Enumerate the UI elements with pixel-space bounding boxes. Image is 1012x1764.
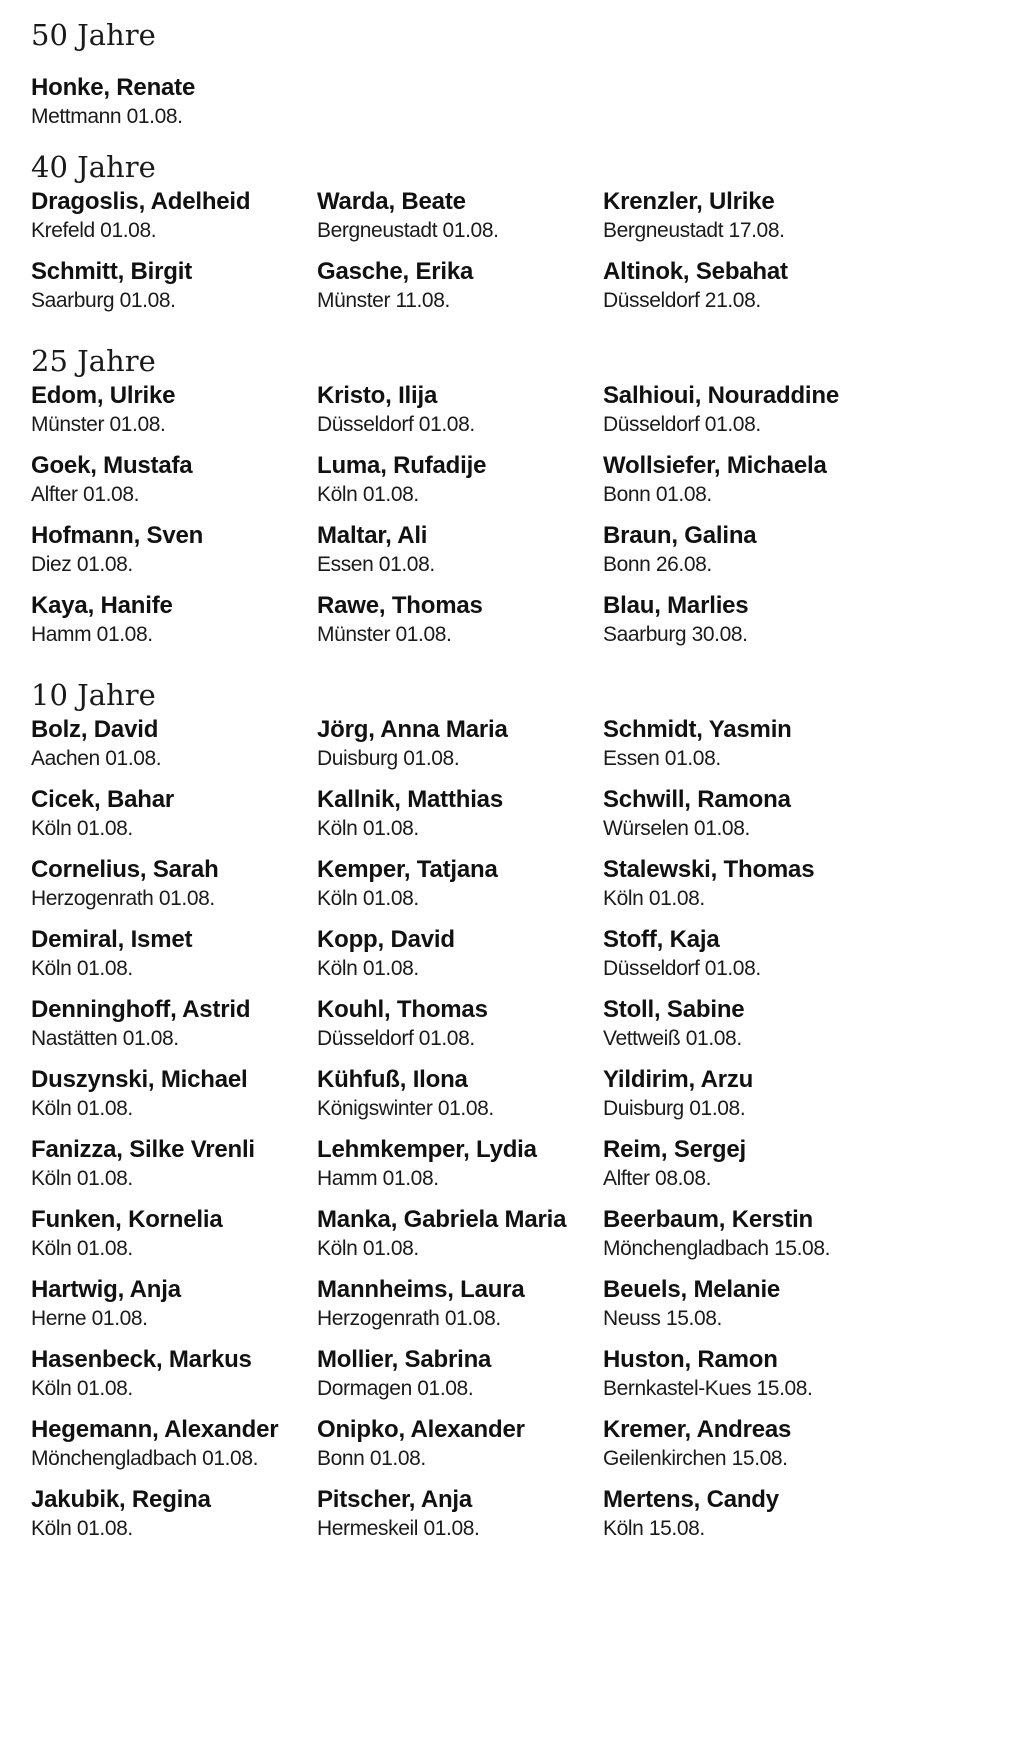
person-name: Stalewski, Thomas xyxy=(603,856,815,883)
list-item xyxy=(31,785,341,843)
list-item xyxy=(603,855,913,913)
person-name: Gasche, Erika xyxy=(317,258,474,285)
list-item xyxy=(317,1345,627,1403)
list-item xyxy=(31,715,341,773)
location-date: Duisburg 01.08. xyxy=(317,747,460,770)
person-name: Kühfuß, Ilona xyxy=(317,1066,468,1093)
list-item xyxy=(317,591,627,649)
list-item xyxy=(31,381,341,439)
list-item xyxy=(317,715,627,773)
list-item xyxy=(317,187,627,245)
list-item xyxy=(317,925,627,983)
list-item xyxy=(31,257,341,315)
location-date: Düsseldorf 01.08. xyxy=(603,413,761,436)
location-date: Münster 01.08. xyxy=(317,623,452,646)
location-date: Mönchengladbach 01.08. xyxy=(31,1447,259,1470)
person-name: Mertens, Candy xyxy=(603,1486,779,1513)
person-name: Wollsiefer, Michaela xyxy=(603,452,827,479)
person-name: Edom, Ulrike xyxy=(31,382,176,409)
location-date: Düsseldorf 01.08. xyxy=(317,413,475,436)
location-date: Neuss 15.08. xyxy=(603,1307,722,1330)
section-heading: 40 Jahre xyxy=(31,150,156,184)
location-date: Dormagen 01.08. xyxy=(317,1377,474,1400)
anniversary-list xyxy=(31,0,991,1764)
location-date: Hamm 01.08. xyxy=(31,623,153,646)
person-name: Dragoslis, Adelheid xyxy=(31,188,251,215)
location-date: Köln 01.08. xyxy=(31,1377,133,1400)
location-date: Herne 01.08. xyxy=(31,1307,148,1330)
list-item xyxy=(317,1065,627,1123)
list-item xyxy=(317,451,627,509)
section-heading: 50 Jahre xyxy=(31,18,156,52)
person-name: Hartwig, Anja xyxy=(31,1276,181,1303)
person-name: Beuels, Melanie xyxy=(603,1276,781,1303)
list-item xyxy=(603,995,913,1053)
person-name: Jakubik, Regina xyxy=(31,1486,211,1513)
person-name: Schwill, Ramona xyxy=(603,786,791,813)
location-date: Köln 01.08. xyxy=(31,817,133,840)
person-name: Hegemann, Alexander xyxy=(31,1416,279,1443)
person-name: Kaya, Hanife xyxy=(31,592,173,619)
list-item xyxy=(603,1415,913,1473)
location-date: Herzogenrath 01.08. xyxy=(31,887,215,910)
location-date: Münster 11.08. xyxy=(317,289,450,312)
person-name: Duszynski, Michael xyxy=(31,1066,248,1093)
person-name: Manka, Gabriela Maria xyxy=(317,1206,567,1233)
location-date: Köln 01.08. xyxy=(317,957,419,980)
location-date: Bergneustadt 01.08. xyxy=(317,219,499,242)
location-date: Köln 01.08. xyxy=(317,483,419,506)
person-name: Schmidt, Yasmin xyxy=(603,716,792,743)
list-item xyxy=(317,381,627,439)
person-name: Hasenbeck, Markus xyxy=(31,1346,252,1373)
list-item xyxy=(603,785,913,843)
list-item xyxy=(31,521,341,579)
location-date: Vettweiß 01.08. xyxy=(603,1027,742,1050)
list-item xyxy=(317,257,627,315)
location-date: Münster 01.08. xyxy=(31,413,166,436)
list-item xyxy=(603,1205,913,1263)
list-item xyxy=(603,257,913,315)
list-item xyxy=(603,715,913,773)
list-item xyxy=(31,1345,341,1403)
person-name: Maltar, Ali xyxy=(317,522,428,549)
list-item xyxy=(31,1205,341,1263)
person-name: Funken, Kornelia xyxy=(31,1206,223,1233)
location-date: Königswinter 01.08. xyxy=(317,1097,494,1120)
person-name: Kouhl, Thomas xyxy=(317,996,488,1023)
list-item xyxy=(603,381,913,439)
person-name: Salhioui, Nouraddine xyxy=(603,382,840,409)
location-date: Köln 01.08. xyxy=(317,817,419,840)
location-date: Nastätten 01.08. xyxy=(31,1027,179,1050)
list-item xyxy=(603,521,913,579)
person-name: Hofmann, Sven xyxy=(31,522,204,549)
person-name: Goek, Mustafa xyxy=(31,452,193,479)
person-name: Reim, Sergej xyxy=(603,1136,746,1163)
section-heading: 10 Jahre xyxy=(31,678,156,712)
list-item xyxy=(317,1275,627,1333)
location-date: Diez 01.08. xyxy=(31,553,133,576)
location-date: Saarburg 30.08. xyxy=(603,623,748,646)
location-date: Köln 01.08. xyxy=(31,1237,133,1260)
location-date: Mettmann 01.08. xyxy=(31,105,183,128)
person-name: Denninghoff, Astrid xyxy=(31,996,251,1023)
list-item xyxy=(31,187,341,245)
list-item xyxy=(603,187,913,245)
location-date: Bonn 26.08. xyxy=(603,553,712,576)
person-name: Luma, Rufadije xyxy=(317,452,487,479)
list-item xyxy=(31,995,341,1053)
person-name: Cicek, Bahar xyxy=(31,786,175,813)
location-date: Düsseldorf 01.08. xyxy=(603,957,761,980)
person-name: Blau, Marlies xyxy=(603,592,749,619)
location-date: Bonn 01.08. xyxy=(317,1447,426,1470)
person-name: Krenzler, Ulrike xyxy=(603,188,775,215)
person-name: Kristo, Ilija xyxy=(317,382,438,409)
person-name: Schmitt, Birgit xyxy=(31,258,193,285)
location-date: Alfter 01.08. xyxy=(31,483,140,506)
list-item xyxy=(31,591,341,649)
person-name: Jörg, Anna Maria xyxy=(317,716,508,743)
list-item xyxy=(603,1275,913,1333)
list-item xyxy=(31,1135,341,1193)
location-date: Essen 01.08. xyxy=(317,553,435,576)
location-date: Köln 01.08. xyxy=(31,1517,133,1540)
location-date: Köln 01.08. xyxy=(31,1097,133,1120)
list-item xyxy=(317,521,627,579)
location-date: Essen 01.08. xyxy=(603,747,721,770)
location-date: Hermeskeil 01.08. xyxy=(317,1517,480,1540)
person-name: Kopp, David xyxy=(317,926,455,953)
location-date: Alfter 08.08. xyxy=(603,1167,712,1190)
person-name: Mollier, Sabrina xyxy=(317,1346,492,1373)
location-date: Mönchengladbach 15.08. xyxy=(603,1237,831,1260)
list-item xyxy=(603,1065,913,1123)
location-date: Bergneustadt 17.08. xyxy=(603,219,785,242)
list-item xyxy=(317,855,627,913)
section-heading: 25 Jahre xyxy=(31,344,156,378)
list-item xyxy=(603,925,913,983)
list-item xyxy=(317,785,627,843)
list-item xyxy=(603,1485,913,1543)
location-date: Düsseldorf 21.08. xyxy=(603,289,761,312)
person-name: Bolz, David xyxy=(31,716,159,743)
list-item xyxy=(603,1135,913,1193)
person-name: Mannheims, Laura xyxy=(317,1276,525,1303)
list-item xyxy=(317,1135,627,1193)
location-date: Köln 01.08. xyxy=(603,887,705,910)
list-item xyxy=(31,451,341,509)
list-item xyxy=(31,1275,341,1333)
list-item xyxy=(317,1415,627,1473)
location-date: Düsseldorf 01.08. xyxy=(317,1027,475,1050)
person-name: Kremer, Andreas xyxy=(603,1416,792,1443)
list-item xyxy=(31,925,341,983)
list-item xyxy=(317,1205,627,1263)
location-date: Köln 01.08. xyxy=(317,1237,419,1260)
person-name: Stoff, Kaja xyxy=(603,926,720,953)
person-name: Onipko, Alexander xyxy=(317,1416,525,1443)
person-name: Kemper, Tatjana xyxy=(317,856,498,883)
location-date: Bernkastel-Kues 15.08. xyxy=(603,1377,813,1400)
person-name: Fanizza, Silke Vrenli xyxy=(31,1136,255,1163)
person-name: Beerbaum, Kerstin xyxy=(603,1206,813,1233)
location-date: Bonn 01.08. xyxy=(603,483,712,506)
person-name: Warda, Beate xyxy=(317,188,466,215)
list-item xyxy=(31,1065,341,1123)
list-item xyxy=(603,451,913,509)
list-item xyxy=(603,591,913,649)
location-date: Geilenkirchen 15.08. xyxy=(603,1447,788,1470)
location-date: Duisburg 01.08. xyxy=(603,1097,746,1120)
location-date: Köln 01.08. xyxy=(317,887,419,910)
list-item xyxy=(603,1345,913,1403)
person-name: Stoll, Sabine xyxy=(603,996,745,1023)
list-item xyxy=(317,995,627,1053)
person-name: Cornelius, Sarah xyxy=(31,856,219,883)
person-name: Braun, Galina xyxy=(603,522,757,549)
person-name: Pitscher, Anja xyxy=(317,1486,473,1513)
location-date: Hamm 01.08. xyxy=(317,1167,439,1190)
list-item xyxy=(31,855,341,913)
list-item xyxy=(31,73,341,131)
list-item xyxy=(31,1485,341,1543)
person-name: Demiral, Ismet xyxy=(31,926,193,953)
person-name: Kallnik, Matthias xyxy=(317,786,503,813)
list-item xyxy=(31,1415,341,1473)
person-name: Lehmkemper, Lydia xyxy=(317,1136,537,1163)
location-date: Köln 01.08. xyxy=(31,957,133,980)
person-name: Rawe, Thomas xyxy=(317,592,483,619)
person-name: Yildirim, Arzu xyxy=(603,1066,754,1093)
person-name: Huston, Ramon xyxy=(603,1346,778,1373)
location-date: Köln 01.08. xyxy=(31,1167,133,1190)
location-date: Saarburg 01.08. xyxy=(31,289,176,312)
location-date: Köln 15.08. xyxy=(603,1517,705,1540)
location-date: Aachen 01.08. xyxy=(31,747,162,770)
location-date: Würselen 01.08. xyxy=(603,817,750,840)
person-name: Honke, Renate xyxy=(31,74,196,101)
person-name: Altinok, Sebahat xyxy=(603,258,788,285)
location-date: Herzogenrath 01.08. xyxy=(317,1307,501,1330)
list-item xyxy=(317,1485,627,1543)
location-date: Krefeld 01.08. xyxy=(31,219,157,242)
